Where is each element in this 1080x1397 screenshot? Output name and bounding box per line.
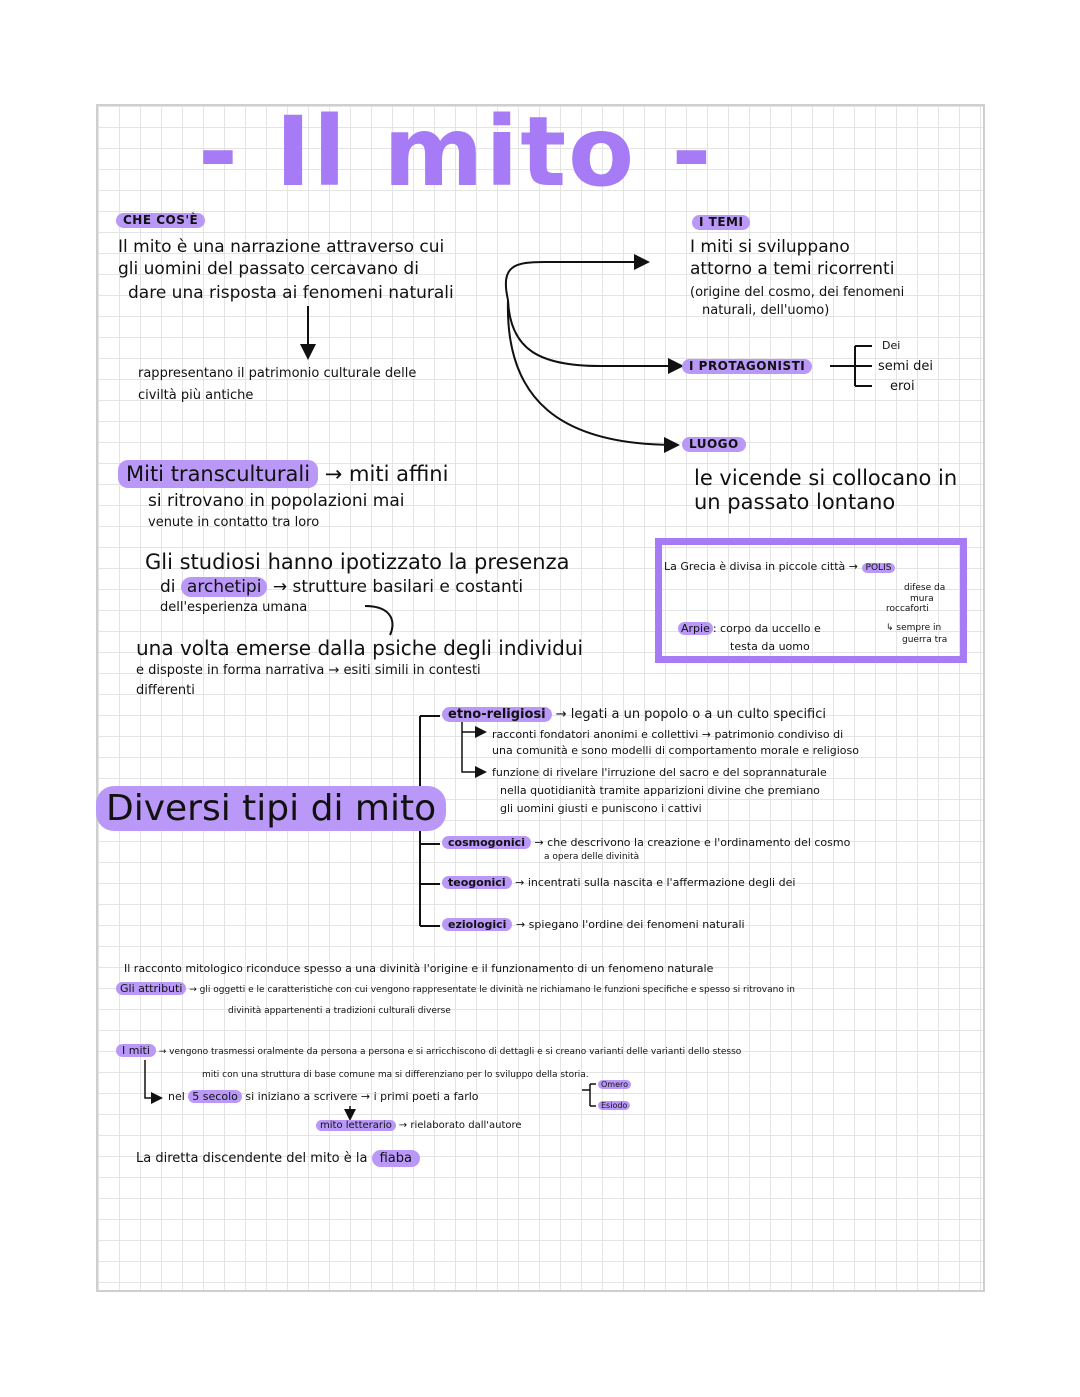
archetipi-line-3: dell'esperienza umana — [160, 600, 308, 615]
poeta-esiodo: Esiodo — [598, 1101, 630, 1110]
cosmogonici-term: cosmogonici — [442, 836, 531, 849]
guerra-1: ↳ sempre in — [886, 623, 942, 633]
secolo-post: si iniziano a scrivere → i primi poeti a farlo — [245, 1090, 479, 1103]
miti-term: I miti — [116, 1044, 156, 1057]
teogonici-term: teogonici — [442, 876, 512, 889]
difese-3: roccaforti — [886, 604, 929, 614]
arpie-text-2: testa da uomo — [730, 640, 810, 653]
etno-term: etno-religiosi — [442, 707, 552, 722]
temi-line-3: (origine del cosmo, dei fenomeni — [690, 285, 905, 300]
arrow-luogo — [508, 300, 676, 445]
polis-term: POLIS — [862, 563, 896, 573]
etno-sub2: funzione di rivelare l'irruzione del sacro e del soprannaturale — [492, 766, 827, 779]
etno-sub2c: gli uomini giusti e puniscono i cattivi — [500, 802, 702, 815]
fiaba-term: fiaba — [372, 1150, 420, 1167]
eziologici-term: eziologici — [442, 918, 512, 931]
che-cose-line-2: gli uomini del passato cercavano di — [118, 259, 419, 279]
archetipi-line-5: e disposte in forma narrativa → esiti simili in contesti — [136, 663, 481, 678]
miti-text-2: miti con una struttura di base comune ma si differenziano per lo sviluppo della storia. — [202, 1070, 589, 1080]
transculturali-arrow: → miti affini — [324, 462, 449, 486]
luogo-line-2: un passato lontano — [694, 490, 896, 514]
luogo-tag: LUOGO — [682, 437, 746, 452]
temi-line-2: attorno a temi ricorrenti — [690, 259, 895, 279]
cosmogonici-desc: → che descrivono la creazione e l'ordinamento del cosmo — [534, 836, 851, 849]
che-cose-line-1: Il mito è una narrazione attraverso cui — [118, 237, 445, 257]
temi-line-1: I miti si sviluppano — [690, 237, 850, 257]
guerra-2: guerra tra — [902, 635, 948, 645]
protagonista-eroi: eroi — [890, 379, 915, 394]
cosmogonici-desc-2: a opera delle divinità — [544, 852, 640, 862]
transculturali-line-2: venute in contatto tra loro — [148, 515, 320, 530]
teogonici-desc: → incentrati sulla nascita e l'affermazione degli dei — [515, 876, 796, 889]
che-cose-tag: CHE COS'È — [116, 213, 205, 228]
tipi-heading: Diversi tipi di mito — [96, 786, 446, 831]
letterario-text: → rielaborato dall'autore — [398, 1120, 522, 1131]
racconto-line: Il racconto mitologico riconduce spesso a una divinità l'origine e il funzionamento di un fenomeno naturale — [124, 962, 714, 975]
arpie-text: : corpo da uccello e — [712, 622, 821, 635]
archetipi-line-6: differenti — [136, 683, 195, 698]
eziologici-desc: → spiegano l'ordine dei fenomeni naturali — [515, 918, 745, 931]
difese-1: difese da — [904, 583, 946, 593]
arrow-protagonisti — [508, 300, 680, 366]
etno-sub2b: nella quotidianità tramite apparizioni divine che premiano — [500, 784, 820, 797]
miti-text: → vengono trasmessi oralmente da persona a persona e si arricchiscono di dettagli e si creano varianti delle varianti dello stesso — [158, 1047, 742, 1057]
archetipi-di: di — [160, 577, 176, 597]
etno-sub1: racconti fondatori anonimi e collettivi → patrimonio condiviso di — [492, 728, 844, 741]
archetipi-def: → strutture basilari e costanti — [272, 577, 524, 597]
letterario-term: mito letterario — [316, 1120, 396, 1131]
poeta-omero: Omero — [598, 1080, 631, 1089]
attributi-text: → gli oggetti e le caratteristiche con cui vengono rappresentate le divinità ne richiamano le funzioni specifiche e spesso si ritrovano in — [189, 985, 795, 995]
difese-2: mura — [910, 594, 934, 604]
che-cose-line-3: dare una risposta ai fenomeni naturali — [128, 283, 454, 303]
archetipi-line-1: Gli studiosi hanno ipotizzato la presenza — [145, 550, 570, 574]
arrow-temi — [506, 262, 646, 300]
temi-line-4: naturali, dell'uomo) — [702, 303, 830, 318]
etno-sub1b: una comunità e sono modelli di comportamento morale e religioso — [492, 744, 860, 757]
transculturali-term: Miti transculturali — [118, 460, 318, 488]
etno-desc: → legati a un popolo o a un culto specifici — [555, 707, 827, 722]
archetipi-term: archetipi — [181, 577, 268, 597]
fiaba-pre: La diretta discendente del mito è la — [136, 1151, 368, 1166]
luogo-line-1: le vicende si collocano in — [694, 466, 958, 490]
secolo-pre: nel — [168, 1090, 185, 1103]
transculturali-line-1: si ritrovano in popolazioni mai — [148, 491, 405, 511]
archetipi-line-4: una volta emerse dalla psiche degli individui — [136, 636, 584, 660]
grecia-text: La Grecia è divisa in piccole città → — [664, 560, 859, 573]
patrimonio-line-1: rappresentano il patrimonio culturale delle — [138, 366, 417, 381]
secolo-term: 5 secolo — [188, 1090, 242, 1103]
temi-tag: I TEMI — [692, 215, 750, 230]
patrimonio-line-2: civiltà più antiche — [138, 388, 254, 403]
protagonista-dei: Dei — [882, 339, 901, 352]
attributi-text-2: divinità appartenenti a tradizioni culturali diverse — [228, 1006, 451, 1016]
protagonista-semidei: semi dei — [878, 359, 934, 374]
arpie-term: Arpie — [678, 622, 713, 635]
protagonisti-tag: I PROTAGONISTI — [682, 359, 812, 374]
page-title: - Il mito - — [198, 96, 714, 208]
attributi-term: Gli attributi — [116, 982, 186, 995]
